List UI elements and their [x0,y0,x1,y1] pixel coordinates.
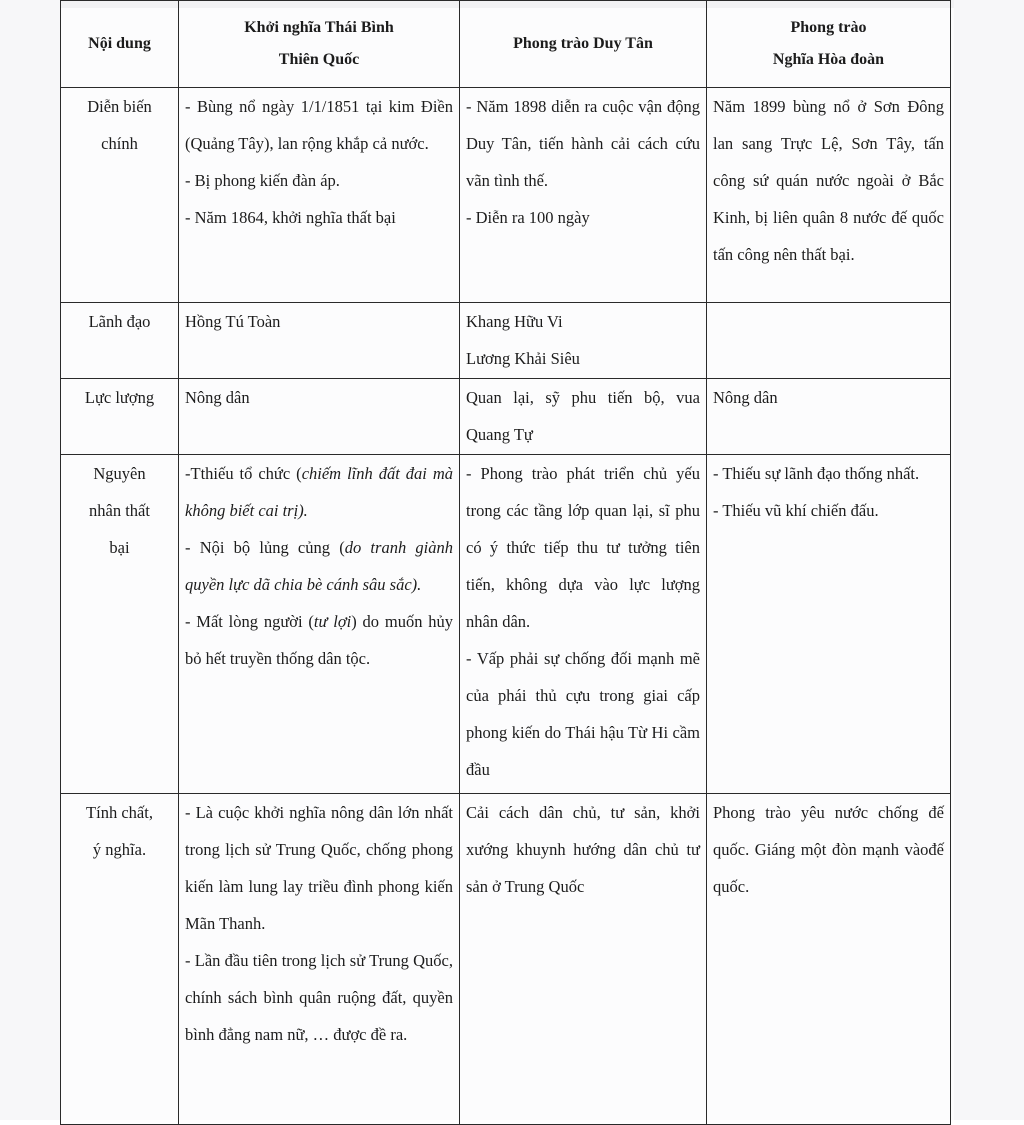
header-duytan: Phong trào Duy Tân [460,1,707,88]
row-label-line: Lực lượng [84,388,155,407]
row-label [61,455,179,794]
header-row [61,1,951,88]
row-label-line: ý nghĩa. [92,840,147,859]
row-label-line: Tính chất, [86,803,153,822]
table-row [61,455,951,794]
cell-paragraph: - Là cuộc khởi nghĩa nông dân lớn nhất trong lịch sử Trung Quốc, chống phong kiến làm lung lay triều đình phong kiến Mãn Thanh. [185,803,453,933]
italic-note: tư lợi [313,612,352,631]
cell-paragraph: - Thiếu sự lãnh đạo thống nhất. [713,464,920,483]
row-label [61,379,179,455]
cell-duytan [460,794,707,1125]
cell-paragraph: - Bị phong kiến đàn áp. [185,171,340,190]
table-row [61,303,951,379]
cell-paragraph [185,455,453,529]
header-taiping-line: Khởi nghĩa Thái Bình [244,19,394,36]
header-taiping-line: Thiên Quốc [278,51,360,68]
cell-paragraph: - Bùng nổ ngày 1/1/1851 tại kim Điền (Quảng Tây), lan rộng khắp cả nước. [185,97,453,153]
cell-paragraph: - Diễn ra 100 ngày [466,208,590,227]
row-label-line: nhân thất [89,501,150,520]
header-nghiahoa-line: Phong trào [790,19,867,36]
cell-paragraph [185,529,453,603]
text-run: - Mất lòng người ( [185,612,314,631]
cell-paragraph: - Thiếu vũ khí chiến đấu. [713,501,879,520]
left-margin [0,0,60,1120]
cell-duytan [460,455,707,794]
cell-paragraph: - Vấp phải sự chống đối mạnh mẽ của phái thủ cựu trong giai cấp phong kiến do Thái hậu Từ Hi cầm đầu [466,649,700,779]
row-label [61,794,179,1125]
cell-paragraph: Phong trào yêu nước chống đế quốc. Giáng một đòn mạnh vàođế quốc. [713,803,944,896]
comparison-table [60,0,951,1125]
table-row [61,88,951,303]
cell-nghiahoa [707,794,951,1125]
table-row [61,379,951,455]
header-content: Nội dung [61,1,179,88]
cell-paragraph: - Năm 1898 diễn ra cuộc vận động Duy Tân, tiến hành cải cách cứu vãn tình thế. [466,97,700,190]
header-nghiahoa [707,1,951,88]
row-label-line: Lãnh đạo [88,312,151,331]
cell-taiping [179,794,460,1125]
cell-nghiahoa [707,303,951,379]
cell-paragraph: Cải cách dân chủ, tư sản, khởi xướng khuynh hướng dân chủ tư sản ở Trung Quốc [466,803,700,896]
cell-nghiahoa [707,379,951,455]
cell-duytan [460,379,707,455]
cell-paragraph: Quan lại, sỹ phu tiến bộ, vua Quang Tự [466,388,700,444]
cell-taiping [179,88,460,303]
cell-paragraph: Nông dân [713,388,778,407]
table-row [61,794,951,1125]
cell-paragraph: Nông dân [185,388,250,407]
cell-nghiahoa [707,455,951,794]
row-label [61,88,179,303]
cell-paragraph: Lương Khải Siêu [466,349,580,368]
right-margin [954,0,1024,1120]
row-label-line: Diễn biến [87,97,152,116]
cell-taiping [179,455,460,794]
cell-paragraph: - Năm 1864, khởi nghĩa thất bại [185,208,396,227]
cell-taiping [179,379,460,455]
cell-taiping [179,303,460,379]
cell-paragraph: Hồng Tú Toàn [185,312,281,331]
cell-paragraph: - Lần đầu tiên trong lịch sử Trung Quốc, chính sách bình quân ruộng đất, quyền bình đẳng nam nữ, … được đề ra. [185,951,453,1044]
cell-paragraph: Năm 1899 bùng nổ ở Sơn Đông lan sang Trực Lệ, Sơn Tây, tấn công sứ quán nước ngoài ở Bắc Kinh, bị liên quân 8 nước đế quốc tấn công nên thất bại. [713,97,944,264]
cell-paragraph: - Phong trào phát triển chủ yếu trong các tầng lớp quan lại, sĩ phu có ý thức tiếp thu tư tưởng tiên tiến, không dựa vào lực lượng nhân dân. [466,464,700,631]
cell-paragraph [185,603,453,677]
text-run: ) do muốn hủy bỏ hết truyền thống dân tộc. [185,612,453,668]
header-taiping [179,1,460,88]
row-label [61,303,179,379]
row-label-line: bại [109,538,130,557]
cell-duytan [460,303,707,379]
cell-nghiahoa [707,88,951,303]
header-nghiahoa-line: Nghĩa Hòa đoàn [772,51,885,68]
row-label-line: Nguyên [93,464,146,483]
cell-duytan [460,88,707,303]
cell-paragraph: Khang Hữu Vi [466,312,563,331]
text-run: - Nội bộ lủng củng ( [185,538,345,557]
italic-note: do tranh giành quyền lực dã chia bè cánh sâu sắc). [185,538,453,594]
text-run: -Tthiếu tổ chức ( [185,464,302,483]
row-label-line: chính [101,134,138,153]
italic-note: chiếm lĩnh đất đai mà không biết cai trị). [185,464,454,520]
